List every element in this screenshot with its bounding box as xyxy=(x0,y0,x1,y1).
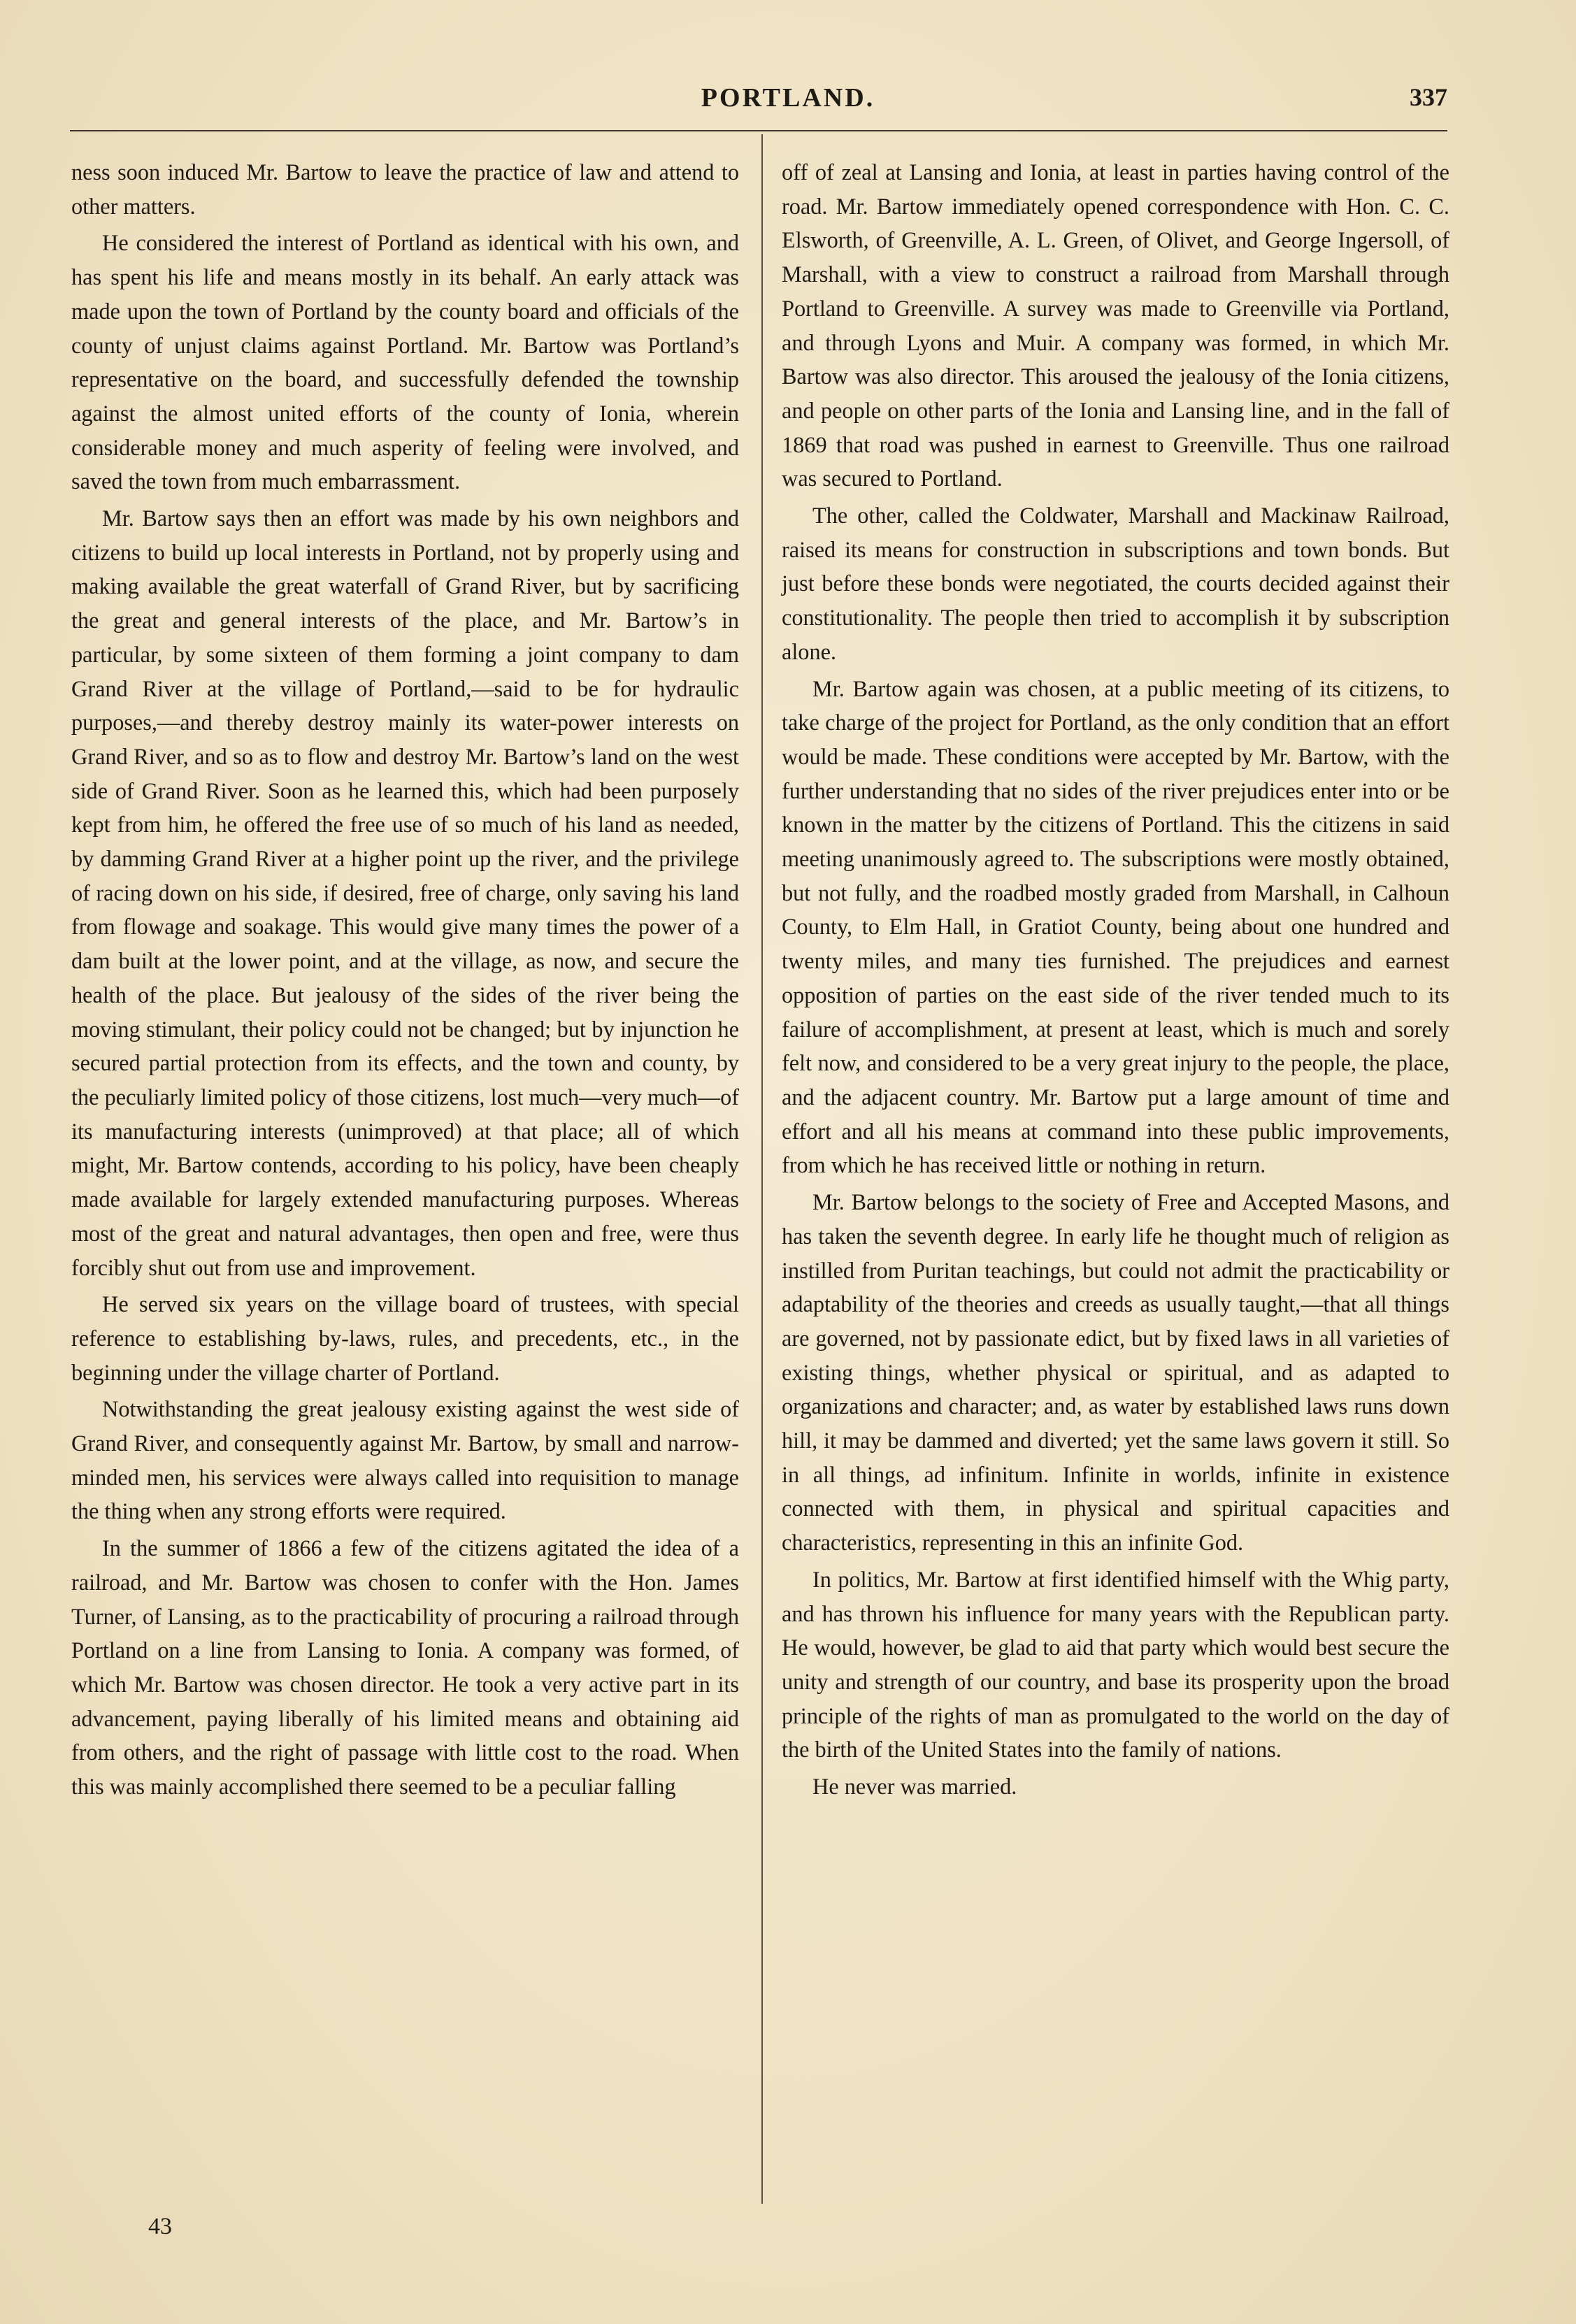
column-divider xyxy=(761,134,763,2204)
paragraph: The other, called the Coldwater, Marshall and Mackinaw Railroad, raised its means for construction in subscriptions and town bonds. But just before these bonds were negotiated, the courts decided against their constitutionality. The people then tried to accomplish it by subscription alone. xyxy=(782,503,1449,664)
paragraph: He considered the interest of Portland as identical with his own, and has spent his life and means mostly in its behalf. An early attack was made upon the town of Portland by the county board and officials of the county of unjust claims against Portland. Mr. Bartow was Portland’s representative on the board, and successfully defended the township against the almost united efforts of the county of Ionia, wherein considerable money and much asperity of feeling were involved, and saved the town from much embarrassment. xyxy=(71,230,739,494)
signature-mark: 43 xyxy=(148,2214,172,2239)
paragraph: In politics, Mr. Bartow at first identified himself with the Whig party, and has thrown his influence for many years with the Republican party. He would, however, be glad to aid that party which would best secure the unity and strength of our country, and base its prosperity upon the broad principle of the rights of man as promulgated to the world on the day of the birth of the United States into the family of nations. xyxy=(782,1566,1449,1763)
header-rule xyxy=(70,130,1447,131)
paragraph: In the summer of 1866 a few of the citizens agitated the idea of a railroad, and Mr. Bartow was chosen to confer with the Hon. James Turner, of Lansing, as to the practicability of procuring a railroad through Portland on a line from Lansing to Ionia. A company was formed, of which Mr. Bartow was chosen director. He took a very active part in its advancement, paying liberally of his limited means and obtaining aid from others, and the right of passage with little cost to the road. When this was mainly accomplished there seemed to be a peculiar falling xyxy=(71,1535,739,1800)
paragraph: Notwithstanding the great jealousy existing against the west side of Grand River, and consequently against Mr. Bartow, by small and narrow-minded men, his services were always called into requisition to manage the thing when any strong efforts were required. xyxy=(71,1396,739,1524)
left-column xyxy=(71,155,739,1804)
right-column xyxy=(782,155,1449,1804)
running-title: PORTLAND. xyxy=(701,83,875,113)
paragraph: Mr. Bartow says then an effort was made by his own neighbors and citizens to build up local interests in Portland, not by properly using and making available the great waterfall of Grand River, but by sacrificing the great and general interests of the place, and Mr. Bartow’s in particular, by some sixteen of them forming a joint company to dam Grand River at the village of Portland,—said to be for hydraulic purposes,—and thereby destroy mainly its water-power interests on Grand River, and so as to flow and destroy Mr. Bartow’s land on the west side of Grand River. Soon as he learned this, which had been purposely kept from him, he offered the free use of so much of his land as needed, by damming Grand River at a higher point up the river, and the privilege of racing down on his side, if desired, free of charge, only saving his land from flowage and soakage. This would give many times the power of a dam built at the lower point, and at the village, as now, and secure the health of the place. But jealousy of the sides of the river being the moving stimulant, their policy could not be changed; but by injunction he secured partial protection from its effects, and the town and county, by the peculiarly limited policy of those citizens, lost much—very much—of its manufacturing interests (unimproved) at that place; all of which might, Mr. Bartow contends, according to his policy, have been cheaply made available for largely extended manufacturing purposes. Whereas most of the great and natural advantages, then open and free, were thus forcibly shut out from use and improvement. xyxy=(71,505,739,1280)
paragraph: Mr. Bartow belongs to the society of Free and Accepted Masons, and has taken the seventh degree. In early life he thought much of religion as instilled from Puritan teachings, but could not admit the practicability or adaptability of the theories and creeds as usually taught,—that all things are governed, not by passionate edict, but by fixed laws in all varieties of existing things, whether physical or spiritual, and as adapted to organizations and character; and, as water by established laws runs down hill, it may be dammed and diverted; yet the same laws govern it still. So in all things, ad infinitum. Infinite in worlds, infinite in existence connected with them, in physical and spiritual capacities and characteristics, representing in this an infinite God. xyxy=(782,1189,1449,1556)
page-number: 337 xyxy=(1410,83,1447,111)
paragraph: Mr. Bartow again was chosen, at a public meeting of its citizens, to take charge of the project for Portland, as the only condition that an effort would be made. These conditions were accepted by Mr. Bartow, with the further understanding that no sides of the river prejudices enter into or be known in the matter by the citizens of Portland. This the citizens in said meeting unanimously agreed to. The subscriptions were mostly obtained, but not fully, and the roadbed mostly graded from Marshall, in Calhoun County, to Elm Hall, in Gratiot County, being about one hundred and twenty miles, and many ties furnished. The prejudices and earnest opposition of parties on the east side of the river tended much to its failure of accomplishment, at present at least, which is much and sorely felt now, and considered to be a very great injury to the people, the place, and the adjacent country. Mr. Bartow put a large amount of time and effort and all his means at command into these public improvements, from which he has received little or nothing in return. xyxy=(782,675,1449,1178)
paragraph: off of zeal at Lansing and Ionia, at least in parties having control of the road. Mr. Bartow immediately opened correspondence with Hon. C. C. Elsworth, of Greenville, A. L. Green, of Olivet, and George Ingersoll, of Marshall, with a view to construct a railroad from Marshall through Portland to Greenville. A survey was made to Greenville via Portland, and through Lyons and Muir. A company was formed, in which Mr. Bartow was also director. This aroused the jealousy of the Ionia citizens, and people on other parts of the Ionia and Lansing line, and in the fall of 1869 that road was pushed in earnest to Greenville. Thus one railroad was secured to Portland. xyxy=(782,159,1449,492)
paragraph: He never was married. xyxy=(812,1774,1017,1800)
paragraph: ness soon induced Mr. Bartow to leave the practice of law and attend to other matters. xyxy=(71,159,739,219)
paragraph: He served six years on the village board of trustees, with special reference to establishing by-laws, rules, and precedents, etc., in the beginning under the village charter of Portland. xyxy=(71,1291,739,1385)
